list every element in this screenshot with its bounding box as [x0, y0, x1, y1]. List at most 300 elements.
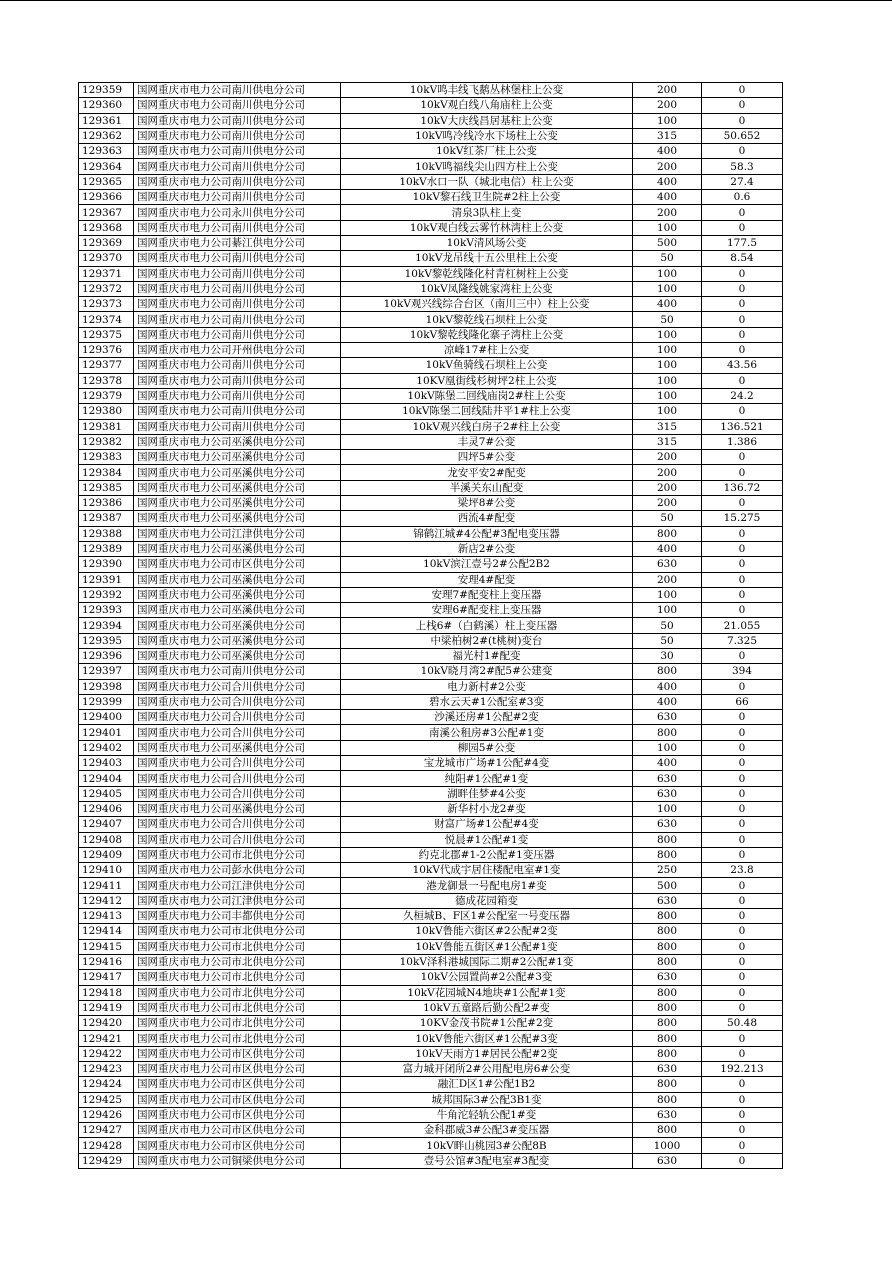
capacity-cell: 800 — [633, 664, 702, 679]
transformer-name-cell: 四坪5#公变 — [341, 450, 633, 465]
transformer-name-cell: 清泉3队柱上变 — [341, 205, 633, 220]
record-id-cell: 129416 — [79, 954, 134, 969]
transformer-table — [78, 82, 783, 1169]
table-row — [79, 220, 783, 235]
company-cell: 国网重庆市电力公司南川供电分公司 — [134, 297, 341, 312]
transformer-name-cell: 融汇D区1#公配1B2 — [341, 1077, 633, 1092]
value-cell: 0 — [702, 1000, 783, 1015]
transformer-name-cell: 梁坪8#公变 — [341, 496, 633, 511]
transformer-name-cell: 富力城开闭所2#公用配电房6#公变 — [341, 1062, 633, 1077]
transformer-name-cell: 龙安平安2#配变 — [341, 465, 633, 480]
transformer-name-cell: 丰灵7#公变 — [341, 434, 633, 449]
value-cell: 8.54 — [702, 251, 783, 266]
capacity-cell: 800 — [633, 1031, 702, 1046]
company-cell: 国网重庆市电力公司巫溪供电分公司 — [134, 633, 341, 648]
capacity-cell: 800 — [633, 1077, 702, 1092]
transformer-name-cell: 安理6#配变柱上变压器 — [341, 603, 633, 618]
capacity-cell: 400 — [633, 144, 702, 159]
transformer-name-cell: 10kV水口一队（城北电信）柱上公变 — [341, 174, 633, 189]
record-id-cell: 129387 — [79, 511, 134, 526]
company-cell: 国网重庆市电力公司市区供电分公司 — [134, 1138, 341, 1153]
table-row — [79, 847, 783, 862]
value-cell: 0 — [702, 725, 783, 740]
company-cell: 国网重庆市电力公司南川供电分公司 — [134, 419, 341, 434]
capacity-cell: 50 — [633, 251, 702, 266]
value-cell: 0 — [702, 756, 783, 771]
table-row — [79, 1062, 783, 1077]
capacity-cell: 200 — [633, 496, 702, 511]
value-cell: 0 — [702, 450, 783, 465]
company-cell: 国网重庆市电力公司市区供电分公司 — [134, 1077, 341, 1092]
table-row — [79, 1092, 783, 1107]
transformer-name-cell: 湖畔佳梦#4公变 — [341, 786, 633, 801]
value-cell: 0 — [702, 786, 783, 801]
capacity-cell: 200 — [633, 159, 702, 174]
table-row — [79, 388, 783, 403]
table-row — [79, 954, 783, 969]
table-row — [79, 358, 783, 373]
record-id-cell: 129418 — [79, 985, 134, 1000]
record-id-cell: 129399 — [79, 694, 134, 709]
capacity-cell: 1000 — [633, 1138, 702, 1153]
value-cell: 0 — [702, 1138, 783, 1153]
capacity-cell: 630 — [633, 817, 702, 832]
table-row — [79, 190, 783, 205]
record-id-cell: 129384 — [79, 465, 134, 480]
capacity-cell: 315 — [633, 419, 702, 434]
capacity-cell: 400 — [633, 756, 702, 771]
record-id-cell: 129398 — [79, 679, 134, 694]
table-row — [79, 786, 783, 801]
value-cell: 0 — [702, 587, 783, 602]
table-row — [79, 1031, 783, 1046]
value-cell: 0 — [702, 327, 783, 342]
transformer-name-cell: 10kV陈堡二回线陆井平1#柱上公变 — [341, 404, 633, 419]
company-cell: 国网重庆市电力公司市区供电分公司 — [134, 557, 341, 572]
capacity-cell: 400 — [633, 679, 702, 694]
transformer-name-cell: 10kV凤隆线姚家湾柱上公变 — [341, 281, 633, 296]
record-id-cell: 129408 — [79, 832, 134, 847]
company-cell: 国网重庆市电力公司南川供电分公司 — [134, 98, 341, 113]
value-cell: 0 — [702, 648, 783, 663]
value-cell: 0 — [702, 679, 783, 694]
table-row — [79, 266, 783, 281]
company-cell: 国网重庆市电力公司南川供电分公司 — [134, 190, 341, 205]
table-row — [79, 939, 783, 954]
top-rule — [0, 0, 892, 1]
table-row — [79, 1077, 783, 1092]
transformer-name-cell: 10kV清风场公变 — [341, 235, 633, 250]
company-cell: 国网重庆市电力公司巫溪供电分公司 — [134, 541, 341, 556]
transformer-name-cell: 10kV鲁能五街区#1公配#1变 — [341, 939, 633, 954]
transformer-name-cell: 10kV晓月湾2#配5#公建变 — [341, 664, 633, 679]
table-row — [79, 526, 783, 541]
capacity-cell: 100 — [633, 358, 702, 373]
capacity-cell: 630 — [633, 710, 702, 725]
value-cell: 0 — [702, 1123, 783, 1138]
table-row — [79, 343, 783, 358]
company-cell: 国网重庆市电力公司铜梁供电分公司 — [134, 1153, 341, 1168]
table-row — [79, 863, 783, 878]
capacity-cell: 500 — [633, 878, 702, 893]
company-cell: 国网重庆市电力公司开州供电分公司 — [134, 343, 341, 358]
capacity-cell: 315 — [633, 434, 702, 449]
capacity-cell: 800 — [633, 1016, 702, 1031]
table-row — [79, 557, 783, 572]
transformer-name-cell: 10kV大庆线昌居基柱上公变 — [341, 113, 633, 128]
record-id-cell: 129380 — [79, 404, 134, 419]
record-id-cell: 129402 — [79, 740, 134, 755]
capacity-cell: 400 — [633, 297, 702, 312]
capacity-cell: 100 — [633, 281, 702, 296]
record-id-cell: 129389 — [79, 541, 134, 556]
company-cell: 国网重庆市电力公司巫溪供电分公司 — [134, 648, 341, 663]
table-row — [79, 434, 783, 449]
value-cell: 0 — [702, 297, 783, 312]
transformer-name-cell: 10kV天雨方1#居民公配#2变 — [341, 1046, 633, 1061]
value-cell: 0 — [702, 893, 783, 908]
record-id-cell: 129415 — [79, 939, 134, 954]
table-row — [79, 465, 783, 480]
value-cell: 177.5 — [702, 235, 783, 250]
company-cell: 国网重庆市电力公司南川供电分公司 — [134, 281, 341, 296]
table-row — [79, 159, 783, 174]
transformer-name-cell: 财富广场#1公配#4变 — [341, 817, 633, 832]
record-id-cell: 129386 — [79, 496, 134, 511]
transformer-name-cell: 悦晨#1公配#1变 — [341, 832, 633, 847]
transformer-name-cell: 10kV观兴线综合台区（南川三中）柱上公变 — [341, 297, 633, 312]
transformer-name-cell: 纯阳#1公配#1变 — [341, 771, 633, 786]
value-cell: 0.6 — [702, 190, 783, 205]
record-id-cell: 129360 — [79, 98, 134, 113]
value-cell: 0 — [702, 801, 783, 816]
record-id-cell: 129361 — [79, 113, 134, 128]
capacity-cell: 200 — [633, 83, 702, 98]
value-cell: 0 — [702, 909, 783, 924]
value-cell: 0 — [702, 954, 783, 969]
record-id-cell: 129396 — [79, 648, 134, 663]
company-cell: 国网重庆市电力公司南川供电分公司 — [134, 312, 341, 327]
company-cell: 国网重庆市电力公司合川供电分公司 — [134, 786, 341, 801]
table-row — [79, 633, 783, 648]
table-row — [79, 664, 783, 679]
transformer-name-cell: 城邦国际3#公配3B1变 — [341, 1092, 633, 1107]
value-cell: 0 — [702, 220, 783, 235]
value-cell: 0 — [702, 144, 783, 159]
record-id-cell: 129376 — [79, 343, 134, 358]
transformer-name-cell: 10kV龙吊线十五公里柱上公变 — [341, 251, 633, 266]
transformer-name-cell: 10kV公园置尚#2公配#3变 — [341, 970, 633, 985]
transformer-name-cell: 10kV鸣福线尖山四方柱上公变 — [341, 159, 633, 174]
table-row — [79, 327, 783, 342]
value-cell: 7.325 — [702, 633, 783, 648]
transformer-name-cell: 港龙御景一号配电房1#变 — [341, 878, 633, 893]
value-cell: 0 — [702, 1107, 783, 1122]
transformer-name-cell: 安理4#配变 — [341, 572, 633, 587]
transformer-name-cell: 10kV鲁能六街区#2公配#2变 — [341, 924, 633, 939]
value-cell: 0 — [702, 847, 783, 862]
value-cell: 0 — [702, 266, 783, 281]
company-cell: 国网重庆市电力公司合川供电分公司 — [134, 710, 341, 725]
transformer-name-cell: 西流4#配变 — [341, 511, 633, 526]
value-cell: 0 — [702, 771, 783, 786]
transformer-name-cell: 10kV代成宇居住楼配电室#1变 — [341, 863, 633, 878]
capacity-cell: 50 — [633, 312, 702, 327]
company-cell: 国网重庆市电力公司南川供电分公司 — [134, 159, 341, 174]
capacity-cell: 500 — [633, 235, 702, 250]
transformer-name-cell: 10kV泽科港城国际二期#2公配#1变 — [341, 954, 633, 969]
record-id-cell: 129365 — [79, 174, 134, 189]
value-cell: 0 — [702, 113, 783, 128]
transformer-name-cell: 久桓城B、F区1#公配室一号变压器 — [341, 909, 633, 924]
company-cell: 国网重庆市电力公司合川供电分公司 — [134, 725, 341, 740]
value-cell: 394 — [702, 664, 783, 679]
value-cell: 0 — [702, 465, 783, 480]
table-row — [79, 174, 783, 189]
company-cell: 国网重庆市电力公司合川供电分公司 — [134, 832, 341, 847]
value-cell: 15.275 — [702, 511, 783, 526]
value-cell: 0 — [702, 832, 783, 847]
capacity-cell: 250 — [633, 863, 702, 878]
record-id-cell: 129400 — [79, 710, 134, 725]
company-cell: 国网重庆市电力公司南川供电分公司 — [134, 404, 341, 419]
capacity-cell: 800 — [633, 985, 702, 1000]
table-row — [79, 603, 783, 618]
company-cell: 国网重庆市电力公司合川供电分公司 — [134, 694, 341, 709]
table-row — [79, 771, 783, 786]
table-row — [79, 679, 783, 694]
value-cell: 0 — [702, 939, 783, 954]
company-cell: 国网重庆市电力公司巫溪供电分公司 — [134, 801, 341, 816]
capacity-cell: 100 — [633, 404, 702, 419]
transformer-name-cell: 10kV畔山桃园3#公配8B — [341, 1138, 633, 1153]
table-row — [79, 281, 783, 296]
capacity-cell: 630 — [633, 1153, 702, 1168]
company-cell: 国网重庆市电力公司巫溪供电分公司 — [134, 587, 341, 602]
table-row — [79, 312, 783, 327]
capacity-cell: 50 — [633, 633, 702, 648]
company-cell: 国网重庆市电力公司巫溪供电分公司 — [134, 572, 341, 587]
company-cell: 国网重庆市电力公司巫溪供电分公司 — [134, 480, 341, 495]
transformer-name-cell: 10kV黎乾线隆化寨子湾柱上公变 — [341, 327, 633, 342]
value-cell: 43.56 — [702, 358, 783, 373]
company-cell: 国网重庆市电力公司彭水供电分公司 — [134, 863, 341, 878]
company-cell: 国网重庆市电力公司市北供电分公司 — [134, 954, 341, 969]
value-cell: 0 — [702, 1031, 783, 1046]
record-id-cell: 129359 — [79, 83, 134, 98]
value-cell: 27.4 — [702, 174, 783, 189]
value-cell: 66 — [702, 694, 783, 709]
table-row — [79, 128, 783, 143]
record-id-cell: 129388 — [79, 526, 134, 541]
record-id-cell: 129421 — [79, 1031, 134, 1046]
company-cell: 国网重庆市电力公司南川供电分公司 — [134, 220, 341, 235]
table-row — [79, 587, 783, 602]
table-row — [79, 725, 783, 740]
value-cell: 50.48 — [702, 1016, 783, 1031]
value-cell: 0 — [702, 924, 783, 939]
record-id-cell: 129417 — [79, 970, 134, 985]
transformer-name-cell: 锦鹤江城#4公配#3配电变压器 — [341, 526, 633, 541]
table-row — [79, 817, 783, 832]
capacity-cell: 100 — [633, 343, 702, 358]
capacity-cell: 30 — [633, 648, 702, 663]
company-cell: 国网重庆市电力公司巫溪供电分公司 — [134, 496, 341, 511]
capacity-cell: 800 — [633, 1046, 702, 1061]
value-cell: 0 — [702, 1046, 783, 1061]
transformer-name-cell: 10KV凰街线杉树坪2柱上公变 — [341, 373, 633, 388]
transformer-name-cell: 中梁柏树2#(t桃树)变台 — [341, 633, 633, 648]
record-id-cell: 129391 — [79, 572, 134, 587]
table-row — [79, 113, 783, 128]
record-id-cell: 129423 — [79, 1062, 134, 1077]
transformer-name-cell: 宝龙城市广场#1公配#4变 — [341, 756, 633, 771]
transformer-name-cell: 柳园5#公变 — [341, 740, 633, 755]
company-cell: 国网重庆市电力公司巫溪供电分公司 — [134, 511, 341, 526]
company-cell: 国网重庆市电力公司市区供电分公司 — [134, 1107, 341, 1122]
record-id-cell: 129410 — [79, 863, 134, 878]
value-cell: 0 — [702, 572, 783, 587]
value-cell: 0 — [702, 1092, 783, 1107]
capacity-cell: 200 — [633, 205, 702, 220]
transformer-name-cell: 福光村1#配变 — [341, 648, 633, 663]
transformer-name-cell: 碧水云天#1公配室#3变 — [341, 694, 633, 709]
capacity-cell: 800 — [633, 1000, 702, 1015]
capacity-cell: 630 — [633, 1062, 702, 1077]
company-cell: 国网重庆市电力公司永川供电分公司 — [134, 205, 341, 220]
table-row — [79, 251, 783, 266]
company-cell: 国网重庆市电力公司江津供电分公司 — [134, 893, 341, 908]
record-id-cell: 129379 — [79, 388, 134, 403]
table-row — [79, 144, 783, 159]
value-cell: 0 — [702, 603, 783, 618]
transformer-name-cell: 约克北郡#1-2公配#1变压器 — [341, 847, 633, 862]
transformer-name-cell: 10kV黎乾线石坝柱上公变 — [341, 312, 633, 327]
table-row — [79, 297, 783, 312]
value-cell: 0 — [702, 878, 783, 893]
transformer-name-cell: 沙溪还房#1公配#2变 — [341, 710, 633, 725]
record-id-cell: 129413 — [79, 909, 134, 924]
record-id-cell: 129401 — [79, 725, 134, 740]
transformer-name-cell: 10kV黎乾线隆化村青杠树柱上公变 — [341, 266, 633, 281]
table-row — [79, 1123, 783, 1138]
transformer-name-cell: 安理7#配变柱上变压器 — [341, 587, 633, 602]
record-id-cell: 129412 — [79, 893, 134, 908]
capacity-cell: 630 — [633, 771, 702, 786]
table-row — [79, 480, 783, 495]
table-row — [79, 801, 783, 816]
value-cell: 50.652 — [702, 128, 783, 143]
table-row — [79, 924, 783, 939]
transformer-name-cell: 壹号公馆#3配电室#3配变 — [341, 1153, 633, 1168]
transformer-name-cell: 10kV红茶厂柱上公变 — [341, 144, 633, 159]
record-id-cell: 129372 — [79, 281, 134, 296]
transformer-name-cell: 新店2#公变 — [341, 541, 633, 556]
transformer-name-cell: 10kV鱼骑线石坝柱上公变 — [341, 358, 633, 373]
record-id-cell: 129366 — [79, 190, 134, 205]
capacity-cell: 100 — [633, 740, 702, 755]
capacity-cell: 100 — [633, 801, 702, 816]
company-cell: 国网重庆市电力公司合川供电分公司 — [134, 756, 341, 771]
transformer-name-cell: 10kV陈堡二回线庙岗2#柱上公变 — [341, 388, 633, 403]
value-cell: 0 — [702, 970, 783, 985]
capacity-cell: 200 — [633, 465, 702, 480]
company-cell: 国网重庆市电力公司巫溪供电分公司 — [134, 740, 341, 755]
capacity-cell: 100 — [633, 220, 702, 235]
value-cell: 0 — [702, 710, 783, 725]
capacity-cell: 50 — [633, 618, 702, 633]
company-cell: 国网重庆市电力公司合川供电分公司 — [134, 817, 341, 832]
table-row — [79, 511, 783, 526]
capacity-cell: 200 — [633, 98, 702, 113]
record-id-cell: 129427 — [79, 1123, 134, 1138]
company-cell: 国网重庆市电力公司市北供电分公司 — [134, 847, 341, 862]
value-cell: 0 — [702, 343, 783, 358]
capacity-cell: 800 — [633, 909, 702, 924]
record-id-cell: 129393 — [79, 603, 134, 618]
company-cell: 国网重庆市电力公司市区供电分公司 — [134, 1092, 341, 1107]
value-cell: 0 — [702, 817, 783, 832]
company-cell: 国网重庆市电力公司市北供电分公司 — [134, 985, 341, 1000]
record-id-cell: 129395 — [79, 633, 134, 648]
record-id-cell: 129378 — [79, 373, 134, 388]
transformer-name-cell: 10kV滨江壹号2#公配2B2 — [341, 557, 633, 572]
value-cell: 0 — [702, 526, 783, 541]
table-row — [79, 98, 783, 113]
company-cell: 国网重庆市电力公司江津供电分公司 — [134, 526, 341, 541]
table-row — [79, 710, 783, 725]
company-cell: 国网重庆市电力公司市北供电分公司 — [134, 939, 341, 954]
capacity-cell: 800 — [633, 954, 702, 969]
table-row — [79, 893, 783, 908]
capacity-cell: 630 — [633, 1107, 702, 1122]
record-id-cell: 129368 — [79, 220, 134, 235]
company-cell: 国网重庆市电力公司市区供电分公司 — [134, 1123, 341, 1138]
table-row — [79, 694, 783, 709]
table-row — [79, 450, 783, 465]
value-cell: 0 — [702, 281, 783, 296]
record-id-cell: 129381 — [79, 419, 134, 434]
table-row — [79, 832, 783, 847]
table-row — [79, 1046, 783, 1061]
record-id-cell: 129363 — [79, 144, 134, 159]
transformer-name-cell: 新华村小龙2#变 — [341, 801, 633, 816]
record-id-cell: 129382 — [79, 434, 134, 449]
table-row — [79, 235, 783, 250]
record-id-cell: 129425 — [79, 1092, 134, 1107]
table-row — [79, 878, 783, 893]
transformer-name-cell: 南溪公租房#3公配#1变 — [341, 725, 633, 740]
capacity-cell: 800 — [633, 1092, 702, 1107]
value-cell: 0 — [702, 541, 783, 556]
capacity-cell: 100 — [633, 587, 702, 602]
value-cell: 0 — [702, 205, 783, 220]
table-row — [79, 740, 783, 755]
company-cell: 国网重庆市电力公司綦江供电分公司 — [134, 235, 341, 250]
company-cell: 国网重庆市电力公司巫溪供电分公司 — [134, 465, 341, 480]
record-id-cell: 129374 — [79, 312, 134, 327]
company-cell: 国网重庆市电力公司南川供电分公司 — [134, 83, 341, 98]
transformer-name-cell: 上栈6#（白鹤溪）柱上变压器 — [341, 618, 633, 633]
transformer-name-cell: 凉峰17#柱上公变 — [341, 343, 633, 358]
capacity-cell: 800 — [633, 526, 702, 541]
table-row — [79, 496, 783, 511]
table-row — [79, 970, 783, 985]
transformer-name-cell: 10kV鸣丰线飞鹅丛林堡柱上公变 — [341, 83, 633, 98]
record-id-cell: 129364 — [79, 159, 134, 174]
value-cell: 136.521 — [702, 419, 783, 434]
record-id-cell: 129394 — [79, 618, 134, 633]
